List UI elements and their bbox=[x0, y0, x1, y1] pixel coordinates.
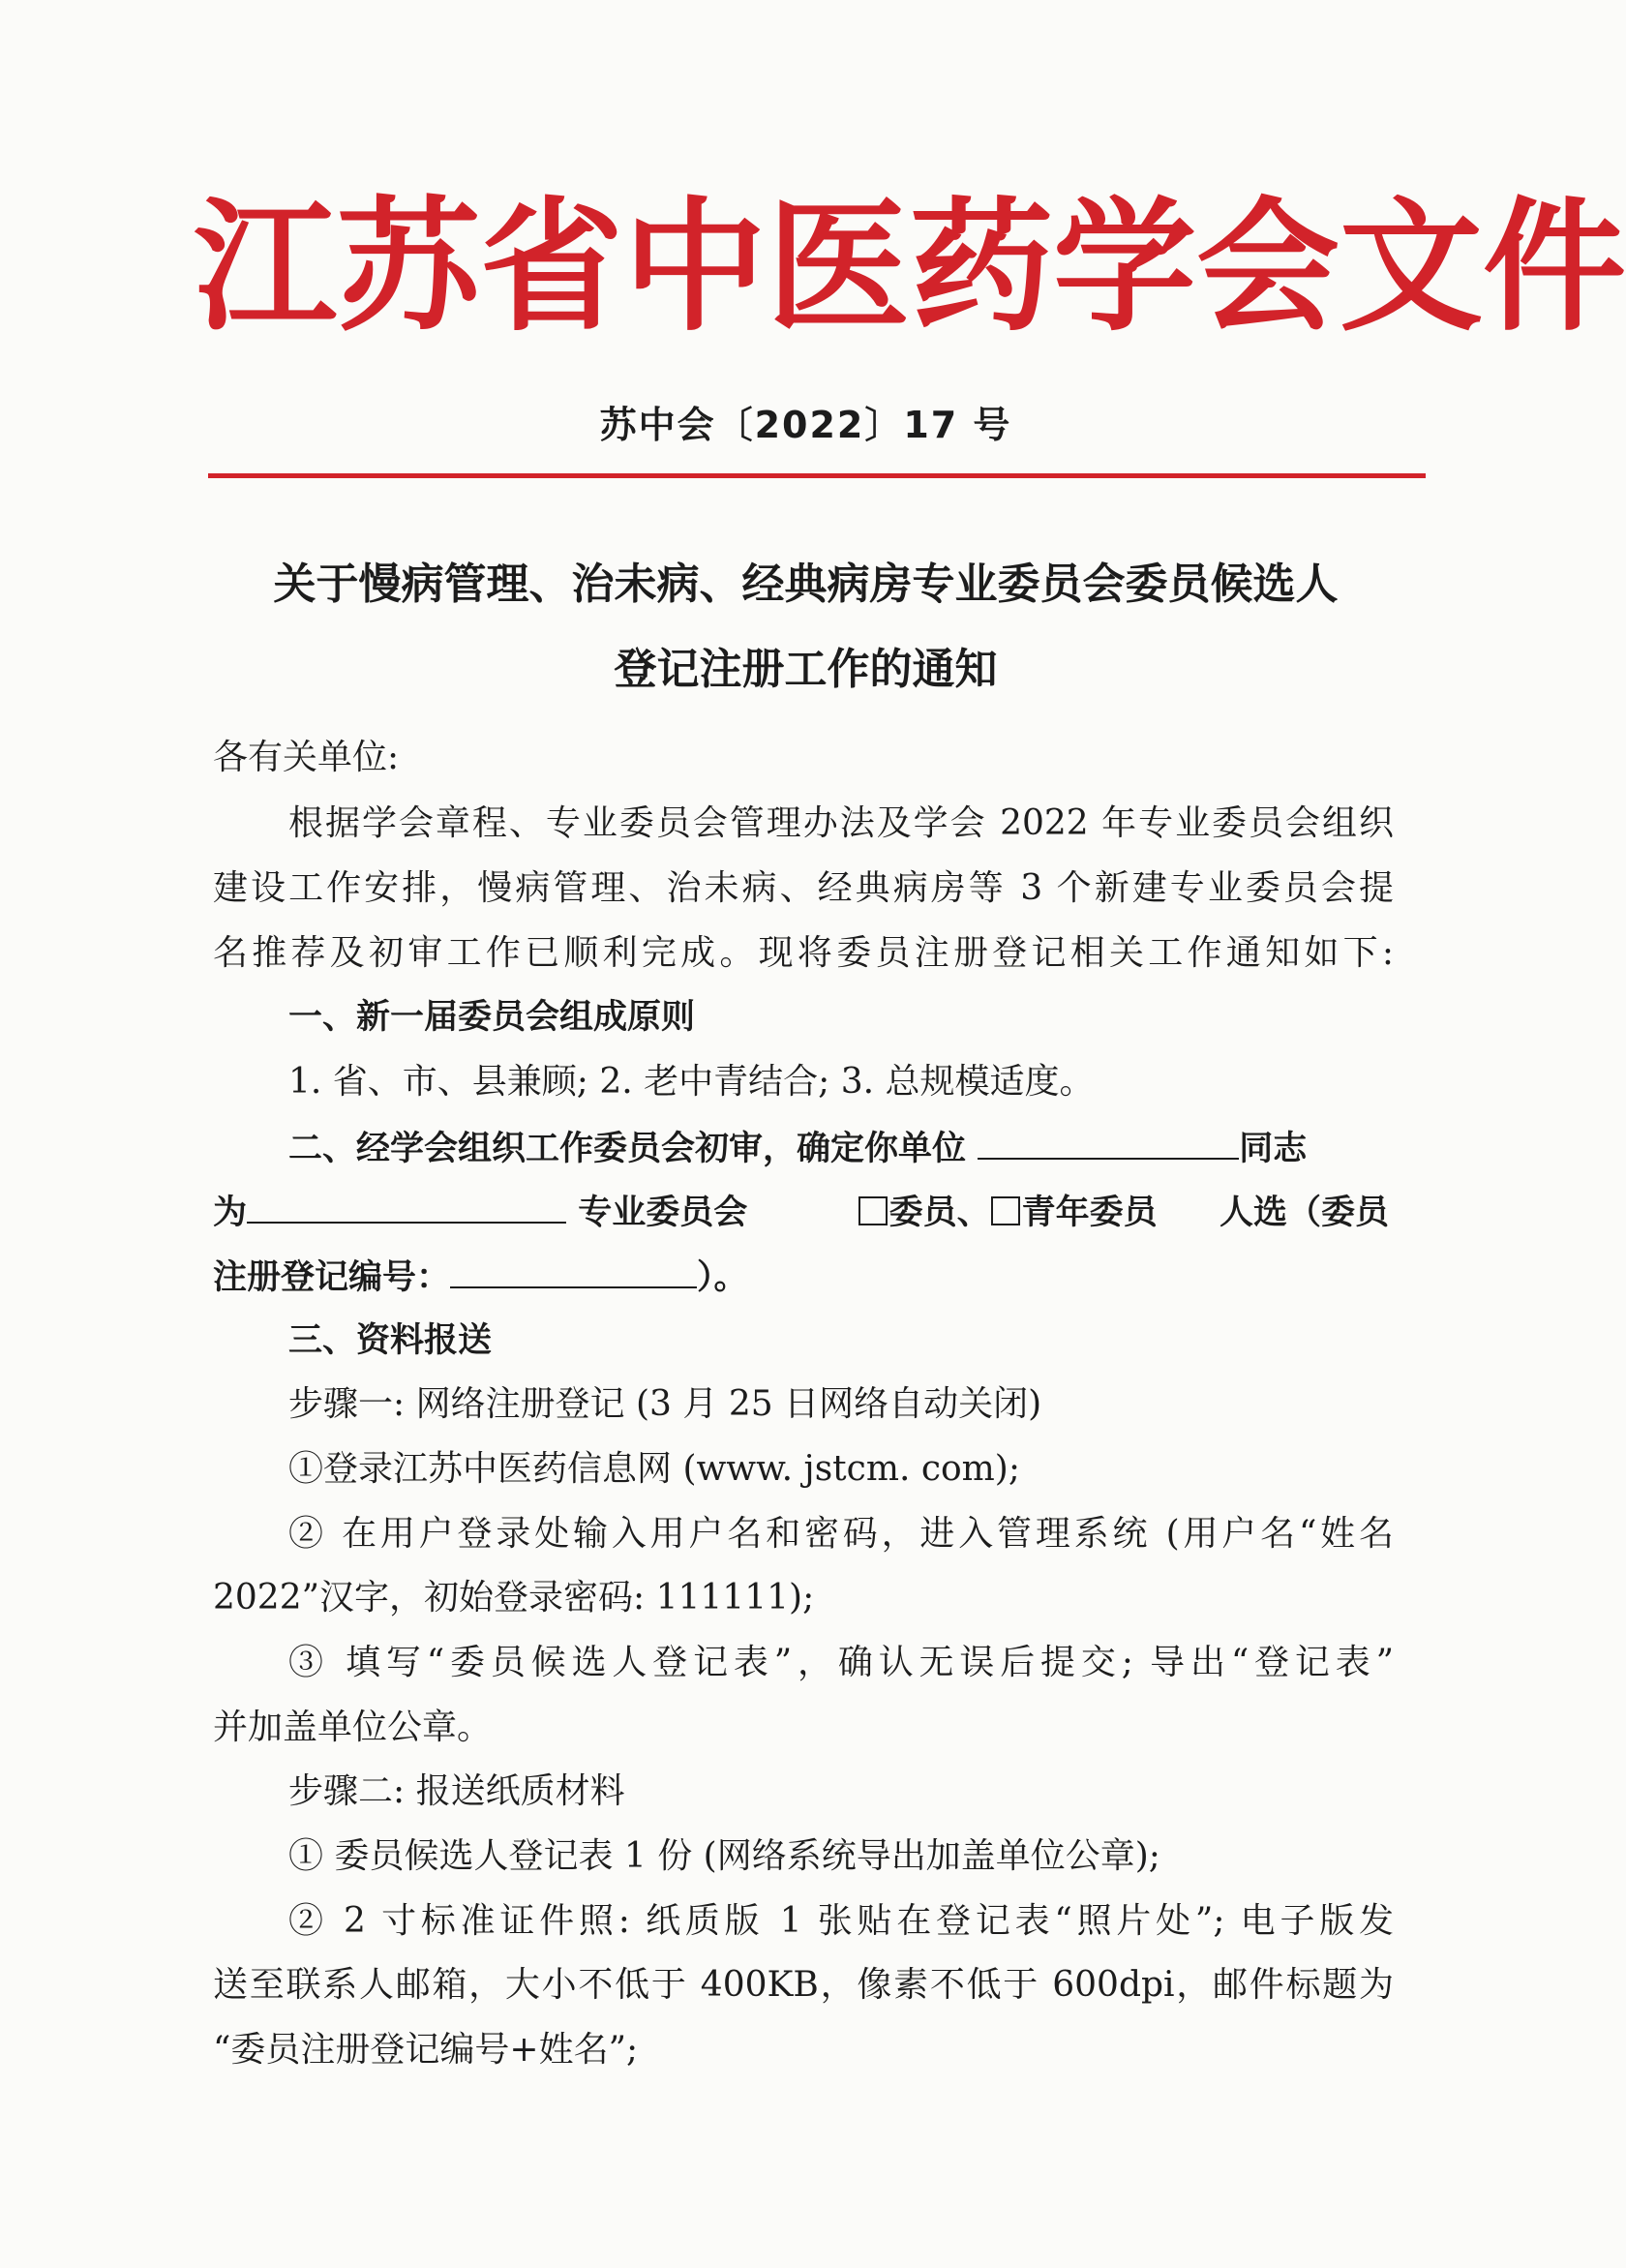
section1-heading: 一、新一届委员会组成原则 bbox=[288, 998, 696, 1037]
document-number: 苏中会〔2022〕17 号 bbox=[599, 404, 1012, 446]
section2-text: 人选（委员 bbox=[1220, 1194, 1390, 1232]
step1-item3: ③ 填写“委员候选人登记表”，确认无误后提交; 导出“登记表” bbox=[288, 1643, 1394, 1682]
red-divider bbox=[208, 473, 1426, 478]
step1-item3-cont: 并加盖单位公章。 bbox=[213, 1708, 493, 1747]
section2-line2 bbox=[213, 1189, 1394, 1235]
section3-heading: 三、资料报送 bbox=[288, 1321, 493, 1360]
step2-item2-cont: 送至联系人邮箱，大小不低于 400KB，像素不低于 600dpi，邮件标题为 bbox=[213, 1965, 1394, 2005]
step2-item2: ② 2 寸标准证件照: 纸质版 1 张贴在登记表“照片处”; 电子版发 bbox=[288, 1901, 1394, 1941]
step2-item2-cont: “委员注册登记编号+姓名”; bbox=[213, 2030, 639, 2070]
committee-name-blank[interactable] bbox=[247, 1189, 566, 1224]
unit-name-blank[interactable] bbox=[978, 1125, 1239, 1160]
masthead-char: 件 bbox=[1483, 182, 1626, 350]
member-checkbox[interactable] bbox=[858, 1196, 888, 1225]
option-youth-member: 青年委员 bbox=[1021, 1194, 1158, 1232]
intro-line: 名推荐及初审工作已顺利完成。现将委员注册登记相关工作通知如下: bbox=[213, 933, 1394, 973]
section2-text: 二、经学会组织工作委员会初审，确定你单位 bbox=[288, 1130, 967, 1168]
section2-text: ）。 bbox=[697, 1258, 748, 1297]
step1-item2-cont: 2022”汉字，初始登录密码: 111111); bbox=[213, 1578, 815, 1618]
step1-heading: 步骤一: 网络注册登记 (3 月 25 日网络自动关闭) bbox=[288, 1384, 1042, 1424]
step2-heading: 步骤二: 报送纸质材料 bbox=[288, 1771, 625, 1811]
step1-item2: ② 在用户登录处输入用户名和密码，进入管理系统 (用户名“姓名 bbox=[288, 1514, 1394, 1554]
section2-line1 bbox=[288, 1125, 1394, 1171]
masthead-title bbox=[194, 169, 1626, 363]
section2-text: 专业委员会 bbox=[578, 1194, 748, 1232]
notice-title-line1: 关于慢病管理、治未病、经典病房专业委员会委员候选人 bbox=[273, 559, 1339, 609]
masthead-char: 医 bbox=[767, 182, 910, 350]
masthead-char: 学 bbox=[1053, 182, 1196, 350]
section2-text: 注册登记编号： bbox=[213, 1258, 451, 1297]
section1-text: 1. 省、市、县兼顾; 2. 老中青结合; 3. 总规模适度。 bbox=[288, 1062, 1095, 1102]
section2-line3 bbox=[213, 1254, 1394, 1300]
masthead-char: 省 bbox=[480, 182, 623, 350]
step2-item1: ① 委员候选人登记表 1 份 (网络系统导出加盖单位公章); bbox=[288, 1836, 1160, 1876]
option-member: 委员、 bbox=[888, 1194, 991, 1232]
salutation: 各有关单位: bbox=[213, 738, 400, 777]
section2-text: 为 bbox=[213, 1194, 248, 1232]
youth-member-checkbox[interactable] bbox=[991, 1196, 1020, 1225]
masthead-char: 苏 bbox=[337, 182, 480, 350]
section2-text: 同志 bbox=[1239, 1130, 1308, 1168]
masthead-char: 中 bbox=[623, 182, 767, 350]
registration-number-blank[interactable] bbox=[450, 1254, 697, 1288]
masthead-char: 药 bbox=[910, 182, 1053, 350]
masthead-char: 江 bbox=[194, 182, 337, 350]
intro-line: 建设工作安排，慢病管理、治未病、经典病房等 3 个新建专业委员会提 bbox=[213, 868, 1394, 908]
step1-item1: ①登录江苏中医药信息网 (www. jstcm. com); bbox=[288, 1449, 1020, 1489]
masthead-char: 会 bbox=[1196, 182, 1340, 350]
notice-title-line2: 登记注册工作的通知 bbox=[614, 645, 998, 694]
intro-line: 根据学会章程、专业委员会管理办法及学会 2022 年专业委员会组织 bbox=[288, 803, 1394, 843]
masthead-char: 文 bbox=[1340, 182, 1483, 350]
